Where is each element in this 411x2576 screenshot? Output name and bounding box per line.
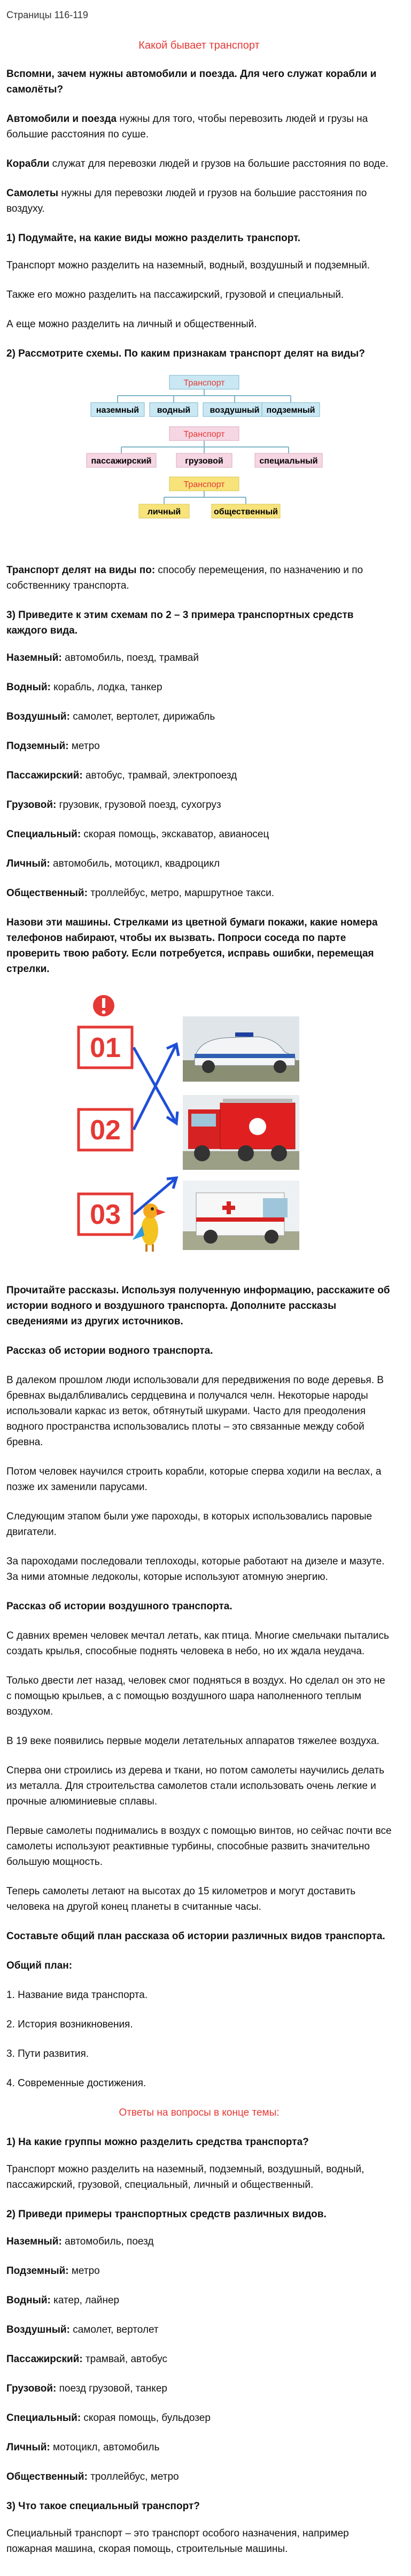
answer-line: А еще можно разделить на личный и общественный. — [6, 319, 257, 330]
arrows — [134, 1044, 179, 1214]
task-stories: Прочитайте рассказы. Используя полученную информацию, расскажите об истории водного и воздушного транспорта. Дополните рассказы сведениями из других источников. — [6, 1285, 390, 1327]
air-story-paragraph: С давних времен человек мечтал летать, как птица. Многие смельчаки пытались создать крылья, способные поднять человека в небо, но их ждала неудача. — [6, 1630, 389, 1657]
example-line: Специальный: скорая помощь, экскаватор, авианосец — [6, 829, 269, 840]
question-3: 3) Приведите к этим схемам по 2 – 3 примера транспортных средств каждого вида. — [6, 610, 354, 636]
end-questions-title: Ответы на вопросы в конце темы: — [119, 2107, 280, 2118]
end-answer-1: Транспорт можно разделить на наземный, подземный, воздушный, водный, пассажирский, грузовой, специальный, личный и общественный. — [6, 2164, 365, 2191]
intro-paragraph: Самолеты нужны для перевозки людей и грузов на большие расстояния по воздуху. — [6, 188, 367, 214]
example-line: Личный: автомобиль, мотоцикл, квадроцикл — [6, 858, 220, 869]
scheme-root: Транспорт — [183, 480, 225, 489]
intro-paragraph: Автомобили и поезда нужны для того, чтобы перевозить людей и грузы на большие расстояния по суше. — [6, 113, 368, 140]
page-title: Какой бывает транспорт — [138, 40, 260, 51]
scheme-item: водный — [157, 406, 191, 415]
intro-paragraph: Корабли служат для перевозки людей и грузов на большие расстояния по воде. — [6, 158, 389, 169]
air-story-paragraph: Сперва они строились из дерева и ткани, но потом самолеты научились делать из металла. Для строительства самолетов стали использовать очень легкие и прочные алюминиевые сплавы. — [6, 1765, 385, 1807]
scheme-item: подземный — [266, 406, 315, 415]
example-line: Подземный: метро — [6, 2265, 100, 2277]
example-line: Водный: корабль, лодка, танкер — [6, 682, 162, 693]
example-line: Специальный: скорая помощь, бульдозер — [6, 2412, 211, 2424]
question-2: 2) Рассмотрите схемы. По каким признакам транспорт делят на виды? — [6, 348, 365, 359]
water-story-paragraph: В далеком прошлом люди использовали для передвижения по воде деревья. В бревнах выдалбливались сердцевина и получался челн. Некоторые народы использовали каркас из веток, обтянутый шкурами. Часто для преодоления водного пространства использовались плоты – это связанные между собой бревна. — [6, 1375, 384, 1448]
example-line: Наземный: автомобиль, поезд — [6, 2236, 154, 2247]
example-line: Воздушный: самолет, вертолет — [6, 2324, 159, 2335]
plan-task: Составьте общий план рассказа об истории различных видов транспорта. — [6, 1931, 385, 1942]
example-line: Водный: катер, лайнер — [6, 2295, 120, 2306]
example-line: Пассажирский: трамвай, автобус — [6, 2354, 168, 2365]
end-answer-3: Специальный транспорт – это транспорт особого назначения, например пожарная машина, скорая помощь, строительные машины. — [6, 2528, 349, 2555]
scheme-root: Транспорт — [183, 379, 225, 388]
water-story-paragraph: Следующим этапом были уже пароходы, в которых использовались паровые двигатели. — [6, 1511, 373, 1538]
alert-icon — [93, 995, 114, 1016]
air-story-title: Рассказ об истории воздушного транспорта. — [6, 1601, 232, 1612]
ambulance-photo — [183, 1181, 299, 1250]
plan-title: Общий план: — [6, 1960, 73, 1971]
example-line: Подземный: метро — [6, 741, 100, 752]
scheme-item: пассажирский — [91, 457, 152, 466]
example-line: Грузовой: поезд грузовой, танкер — [6, 2383, 167, 2394]
phone-number: 03 — [90, 1199, 121, 1230]
answer-2: Транспорт делят на виды по: способу перемещения, по назначению и по собственнику транспорта. — [6, 565, 363, 591]
answer-line: Транспорт можно разделить на наземный, водный, воздушный и подземный. — [6, 260, 370, 271]
plan-item: 3. Пути развития. — [6, 2048, 89, 2060]
example-line: Личный: мотоцикл, автомобиль — [6, 2442, 160, 2453]
scheme-item: специальный — [259, 457, 318, 466]
example-line: Воздушный: самолет, вертолет, дирижабль — [6, 711, 215, 722]
scheme-item: воздушный — [210, 406, 260, 415]
example-line: Общественный: троллейбус, метро, маршрутное такси. — [6, 888, 275, 899]
water-story-title: Рассказ об истории водного транспорта. — [6, 1345, 213, 1356]
air-story-paragraph: Теперь самолеты летают на высотах до 15 километров и могут доставить человека на другой конец планеты в считанные часы. — [6, 1886, 356, 1912]
task-machines: Назови эти машины. Стрелками из цветной бумаги покажи, какие номера телефонов набирают, чтобы их вызвать. Попроси соседа по парте проверить твою работу. Если потребуется, исправь ошибки, перемещая стрелки. — [6, 917, 378, 975]
scheme-item: грузовой — [185, 457, 223, 466]
example-line: Пассажирский: автобус, трамвай, электропоезд — [6, 770, 237, 781]
air-story-paragraph: Первые самолеты поднимались в воздух с помощью винтов, но сейчас почти все самолеты используют реактивные турбины, способные развить значительно большую мощность. — [6, 1825, 392, 1868]
pages-label: Страницы 116-119 — [6, 10, 88, 20]
scheme-item: общественный — [214, 507, 278, 516]
phone-number: 01 — [90, 1032, 121, 1063]
answer-line: Также его можно разделить на пассажирский, грузовой и специальный. — [6, 289, 344, 300]
example-line: Общественный: троллейбус, метро — [6, 2471, 179, 2482]
end-question-2: 2) Приведи примеры транспортных средств различных видов. — [6, 2209, 327, 2220]
scheme-root: Транспорт — [183, 430, 225, 439]
fire-truck-photo — [183, 1095, 299, 1170]
police-car-photo — [183, 1016, 299, 1082]
air-story-paragraph: Только двести лет назад, человек смог подняться в воздух. Но сделал он это не с помощью крыльев, а с помощью воздушного шара наполненного теплым воздухом. — [6, 1675, 385, 1717]
plan-item: 4. Современные достижения. — [6, 2078, 146, 2089]
transport-scheme — [6, 373, 405, 550]
example-line: Наземный: автомобиль, поезд, трамвай — [6, 652, 199, 664]
water-story-paragraph: За пароходами последовали теплоходы, которые работают на дизеле и мазуте. За ними атомные ледоколы, которые используют атомную энергию. — [6, 1556, 385, 1583]
plan-item: 2. История возникновения. — [6, 2019, 133, 2030]
phone-number: 02 — [90, 1115, 121, 1146]
plan-item: 1. Название вида транспорта. — [6, 1989, 148, 2001]
example-line: Грузовой: грузовик, грузовой поезд, сухогруз — [6, 799, 221, 811]
emergency-vehicles-figure — [6, 991, 405, 1269]
intro-question: Вспомни, зачем нужны автомобили и поезда. Для чего служат корабли и самолёты? — [6, 68, 377, 95]
air-story-paragraph: В 19 веке появились первые модели летательных аппаратов тяжелее воздуха. — [6, 1736, 379, 1747]
scheme-item: личный — [147, 507, 181, 516]
scheme-item: наземный — [96, 406, 139, 415]
water-story-paragraph: Потом человек научился строить корабли, которые сперва ходили на веслах, а позже их заменили парусами. — [6, 1466, 382, 1493]
end-question-3: 3) Что такое специальный транспорт? — [6, 2501, 200, 2512]
question-1: 1) Подумайте, на какие виды можно разделить транспорт. — [6, 233, 300, 244]
end-question-1: 1) На какие группы можно разделить средства транспорта? — [6, 2137, 309, 2148]
